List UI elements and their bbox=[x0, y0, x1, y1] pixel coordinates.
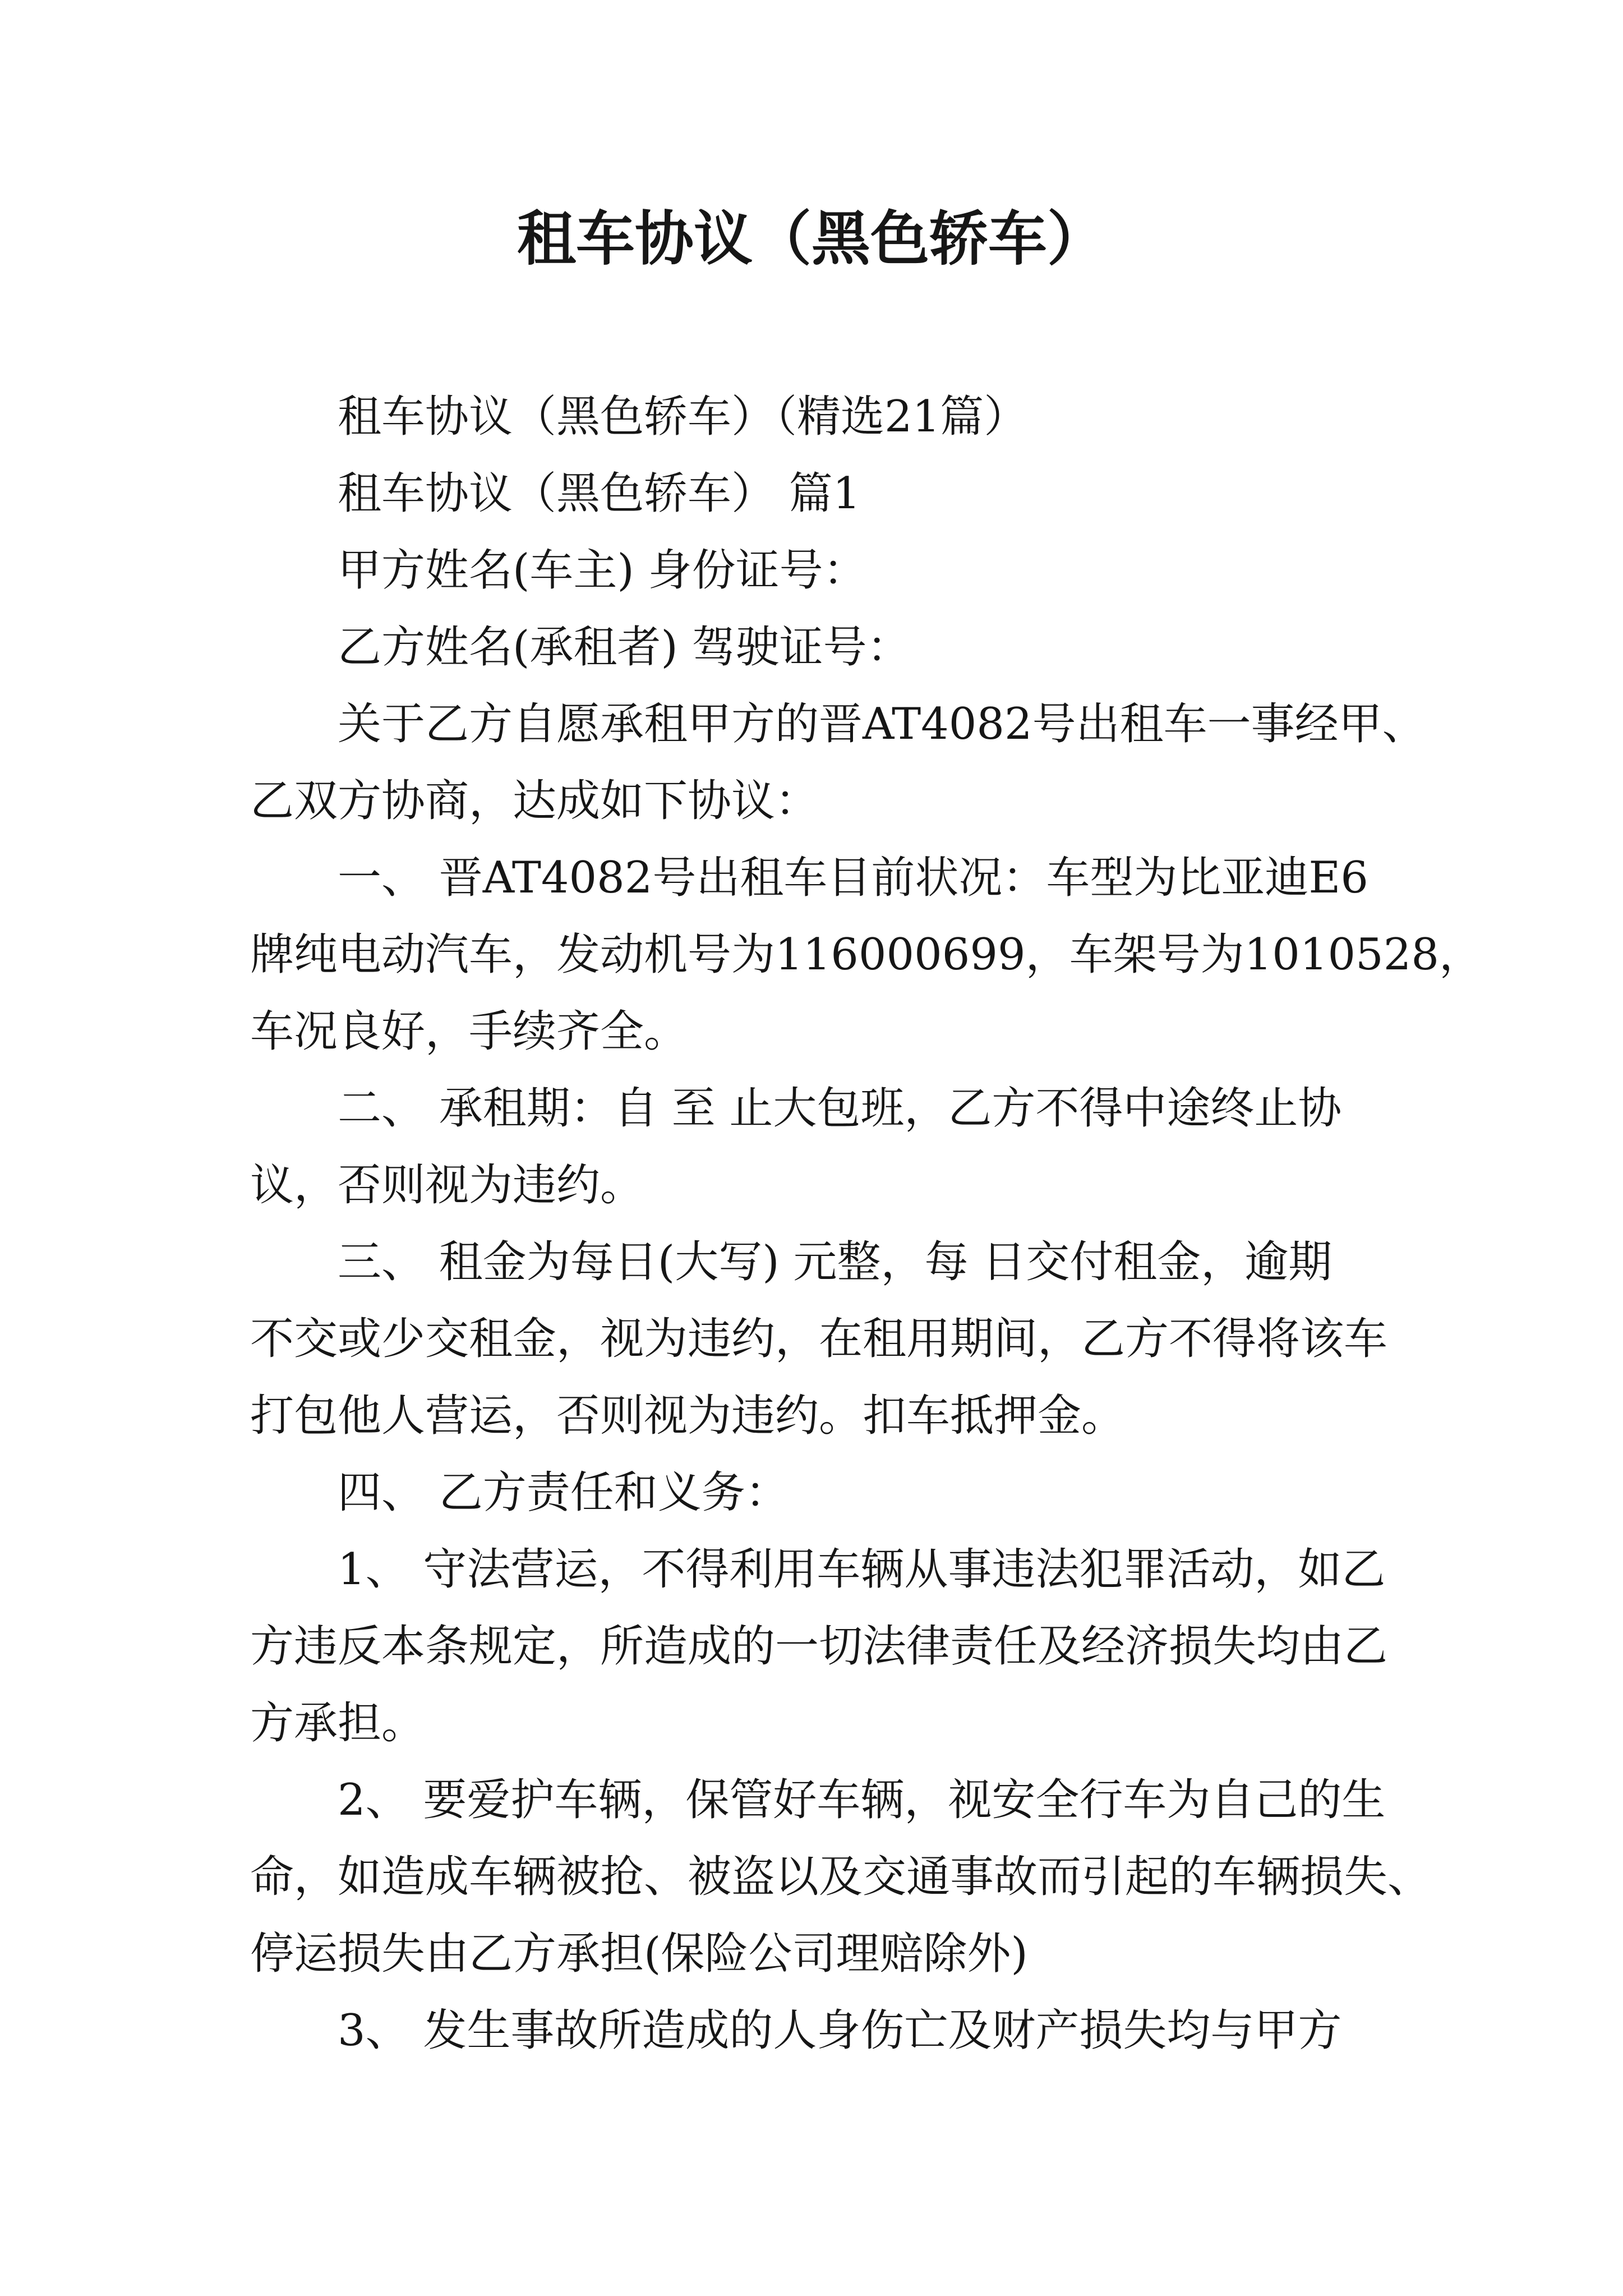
paragraph-subtitle bbox=[250, 379, 1422, 455]
paragraph-clause-2 bbox=[250, 1070, 1422, 1224]
paragraph-item-2 bbox=[250, 1762, 1432, 1993]
paragraph-line: 乙双方协商，达成如下协议： bbox=[250, 776, 819, 826]
paragraph-line: 三、 租金为每日(大写) 元整，每 日交付租金，逾期 bbox=[338, 1237, 1332, 1287]
paragraph-clause-3 bbox=[250, 1224, 1422, 1455]
paragraph-line: 牌纯电动汽车，发动机号为116000699，车架号为1010528， bbox=[250, 930, 1483, 980]
document-body bbox=[250, 379, 1483, 2069]
paragraph-line: 租车协议（黑色轿车） 篇1 bbox=[338, 468, 861, 519]
paragraph-line: 不交或少交租金，视为违约，在租用期间，乙方不得将该车 bbox=[250, 1314, 1388, 1364]
paragraph-party-a bbox=[250, 532, 1422, 609]
paragraph-party-b bbox=[250, 609, 1422, 686]
paragraph-line: 车况良好，手续齐全。 bbox=[250, 1006, 688, 1057]
paragraph-line: 2、 要爱护车辆，保管好车辆，视安全行车为自己的生 bbox=[338, 1775, 1386, 1825]
paragraph-part-heading bbox=[250, 455, 1422, 532]
paragraph-line: 乙方姓名(承租者) 驾驶证号： bbox=[338, 622, 911, 673]
paragraph-line: 议，否则视为违约。 bbox=[250, 1160, 644, 1211]
paragraph-line: 甲方姓名(车主) 身份证号： bbox=[338, 545, 867, 596]
paragraph-line: 停运损失由乙方承担(保险公司理赔除外) bbox=[250, 1929, 1028, 1979]
paragraph-line: 租车协议（黑色轿车）（精选21篇） bbox=[338, 392, 1028, 442]
paragraph-line: 方承担。 bbox=[250, 1698, 426, 1749]
paragraph-clause-4-heading bbox=[250, 1455, 1422, 1531]
paragraph-line: 四、 乙方责任和义务： bbox=[338, 1467, 789, 1518]
document-title: 租车协议（黑色轿车） bbox=[517, 204, 1106, 273]
paragraph-line: 1、 守法营运，不得利用车辆从事违法犯罪活动，如乙 bbox=[338, 1544, 1386, 1595]
paragraph-line: 关于乙方自愿承租甲方的晋AT4082号出租车一事经甲、 bbox=[338, 699, 1426, 749]
paragraph-preamble bbox=[250, 686, 1426, 840]
paragraph-line: 3、 发生事故所造成的人身伤亡及财产损失均与甲方 bbox=[338, 2005, 1342, 2056]
paragraph-line: 方违反本条规定，所造成的一切法律责任及经济损失均由乙 bbox=[250, 1621, 1388, 1672]
paragraph-item-1 bbox=[250, 1531, 1422, 1762]
paragraph-clause-1 bbox=[250, 840, 1483, 1070]
paragraph-line: 一、 晋AT4082号出租车目前状况：车型为比亚迪E6 bbox=[338, 853, 1368, 903]
paragraph-line: 二、 承租期：自 至 止大包班，乙方不得中途终止协 bbox=[338, 1083, 1342, 1134]
paragraph-line: 打包他人营运，否则视为违约。扣车抵押金。 bbox=[250, 1391, 1126, 1441]
paragraph-line: 命，如造成车辆被抢、被盗以及交通事故而引起的车辆损失、 bbox=[250, 1852, 1432, 1902]
paragraph-item-3 bbox=[250, 1993, 1422, 2069]
